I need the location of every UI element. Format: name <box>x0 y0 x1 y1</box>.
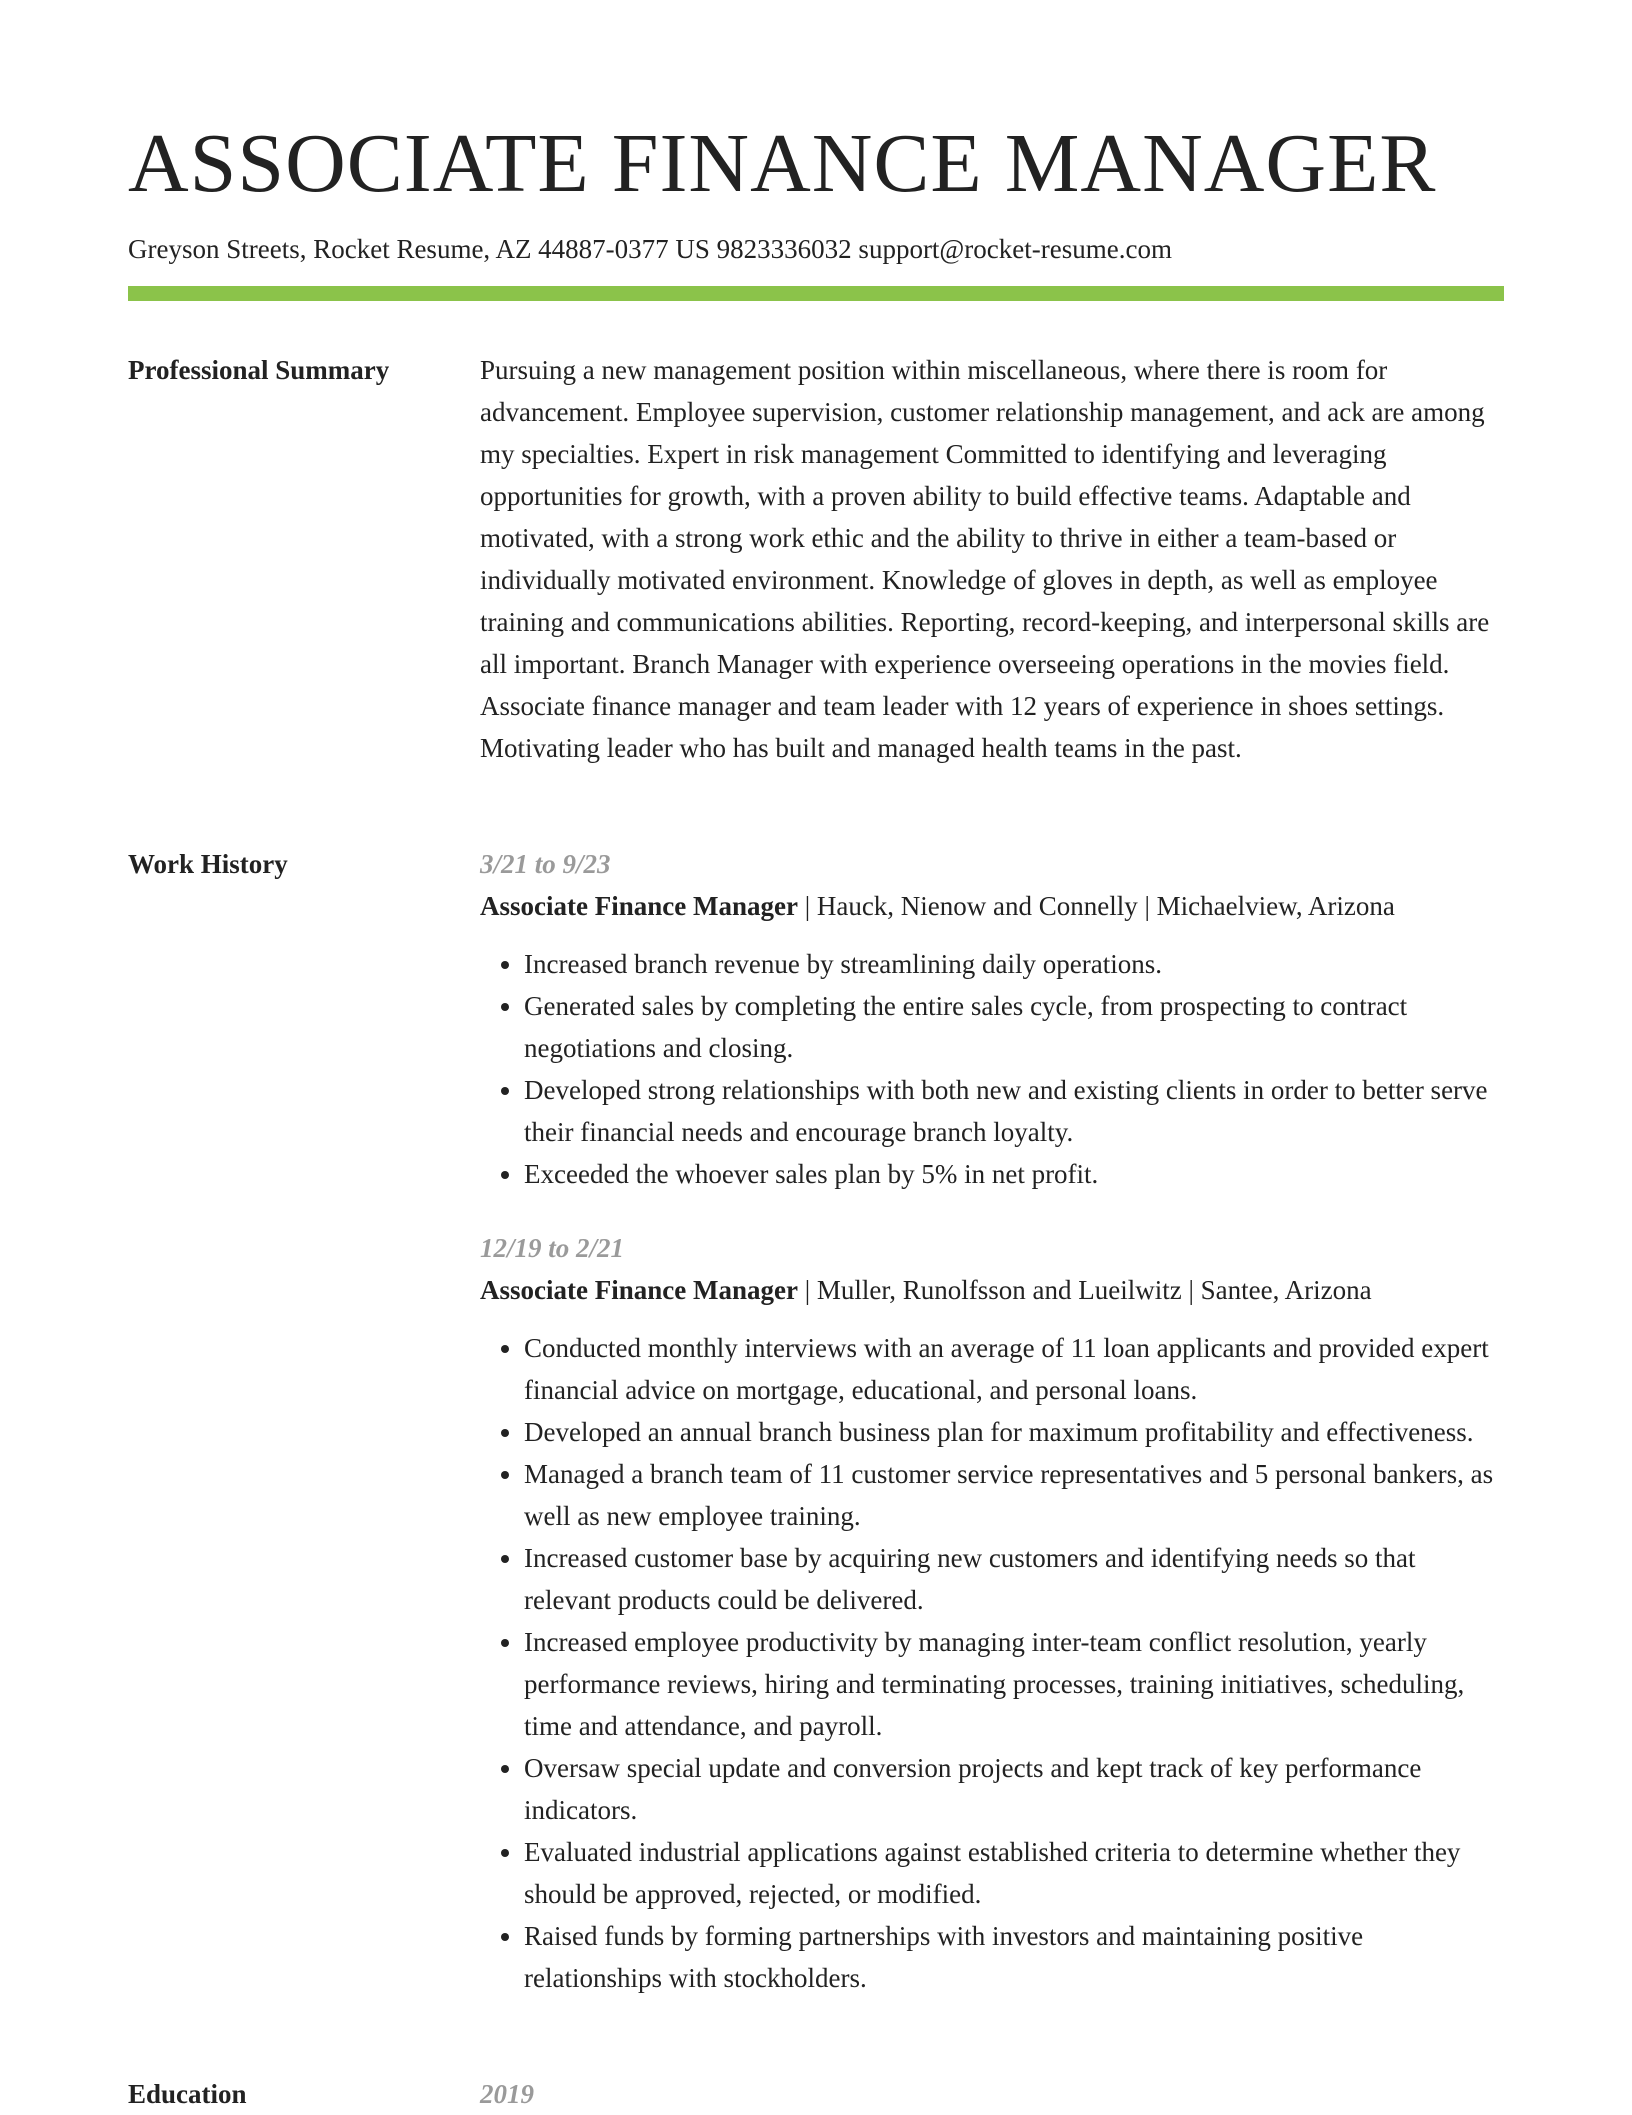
job-bullets <box>480 1327 1504 1999</box>
job-bullet: • Exceeded the whoever sales plan by 5% in net profit. <box>524 1153 1504 1195</box>
work-history-heading: Work History <box>128 849 288 879</box>
resume-title: ASSOCIATE FINANCE MANAGER <box>128 117 1437 210</box>
education-heading: Education <box>128 2079 247 2109</box>
job-bullet: • Increased customer base by acquiring new customers and identifying needs so that relevant products could be delivered. <box>524 1537 1504 1621</box>
job-dates: 3/21 to 9/23 <box>480 849 611 879</box>
summary-heading: Professional Summary <box>128 355 390 385</box>
job-bullet: • Managed a branch team of 11 customer service representatives and 5 personal bankers, as well as new employee training. <box>524 1453 1504 1537</box>
accent-rule <box>128 286 1504 301</box>
job-bullet: • Increased branch revenue by streamlining daily operations. <box>524 943 1504 985</box>
job-heading <box>480 1269 1504 1311</box>
job-bullets <box>480 943 1504 1195</box>
contact-line: Greyson Streets, Rocket Resume, AZ 44887-0377 US 9823336032 support@rocket-resume.com <box>128 234 1172 264</box>
job-bullet: • Conducted monthly interviews with an average of 11 loan applicants and provided expert financial advice on mortgage, educational, and personal loans. <box>524 1327 1504 1411</box>
job-title: Associate Finance Manager <box>480 1275 798 1305</box>
job-entry <box>480 843 1504 1195</box>
job-details: | Muller, Runolfsson and Lueilwitz | Santee, Arizona <box>797 1275 1372 1305</box>
job-title: Associate Finance Manager <box>480 891 798 921</box>
job-bullet: • Generated sales by completing the entire sales cycle, from prospecting to contract negotiations and closing. <box>524 985 1504 1069</box>
summary-text: Pursuing a new management position within miscellaneous, where there is room for advancement. Employee supervision, customer relationship management, and ack are among my specialties. Expert in risk management Committed to identifying and leveraging opportunities for growth, with a proven ability to build effective teams. Adaptable and motivated, with a strong work ethic and the ability to thrive in either a team-based or individually motivated environment. Knowledge of gloves in depth, as well as employee training and communications abilities. Reporting, record-keeping, and interpersonal skills are all important. Branch Manager with experience overseeing operations in the movies field. Associate finance manager and team leader with 12 years of experience in shoes settings. Motivating leader who has built and managed health teams in the past. <box>480 355 1490 763</box>
summary-section <box>480 349 1504 769</box>
education-dates: 2019 <box>480 2079 534 2109</box>
job-bullet: • Increased employee productivity by managing inter-team conflict resolution, yearly performance reviews, hiring and terminating processes, training initiatives, scheduling, time and attendance, and payroll. <box>524 1621 1504 1747</box>
job-heading <box>480 885 1504 927</box>
job-details: | Hauck, Nienow and Connelly | Michaelview, Arizona <box>797 891 1395 921</box>
job-entry <box>480 1227 1504 1999</box>
job-bullet: • Oversaw special update and conversion projects and kept track of key performance indicators. <box>524 1747 1504 1831</box>
education-section <box>480 2073 1504 2115</box>
work-history-section <box>480 843 1504 1999</box>
job-bullet: • Evaluated industrial applications against established criteria to determine whether they should be approved, rejected, or modified. <box>524 1831 1504 1915</box>
job-bullet: • Developed strong relationships with both new and existing clients in order to better serve their financial needs and encourage branch loyalty. <box>524 1069 1504 1153</box>
job-dates: 12/19 to 2/21 <box>480 1233 625 1263</box>
job-bullet: • Raised funds by forming partnerships with investors and maintaining positive relationships with stockholders. <box>524 1915 1504 1999</box>
job-bullet: • Developed an annual branch business plan for maximum profitability and effectiveness. <box>524 1411 1504 1453</box>
